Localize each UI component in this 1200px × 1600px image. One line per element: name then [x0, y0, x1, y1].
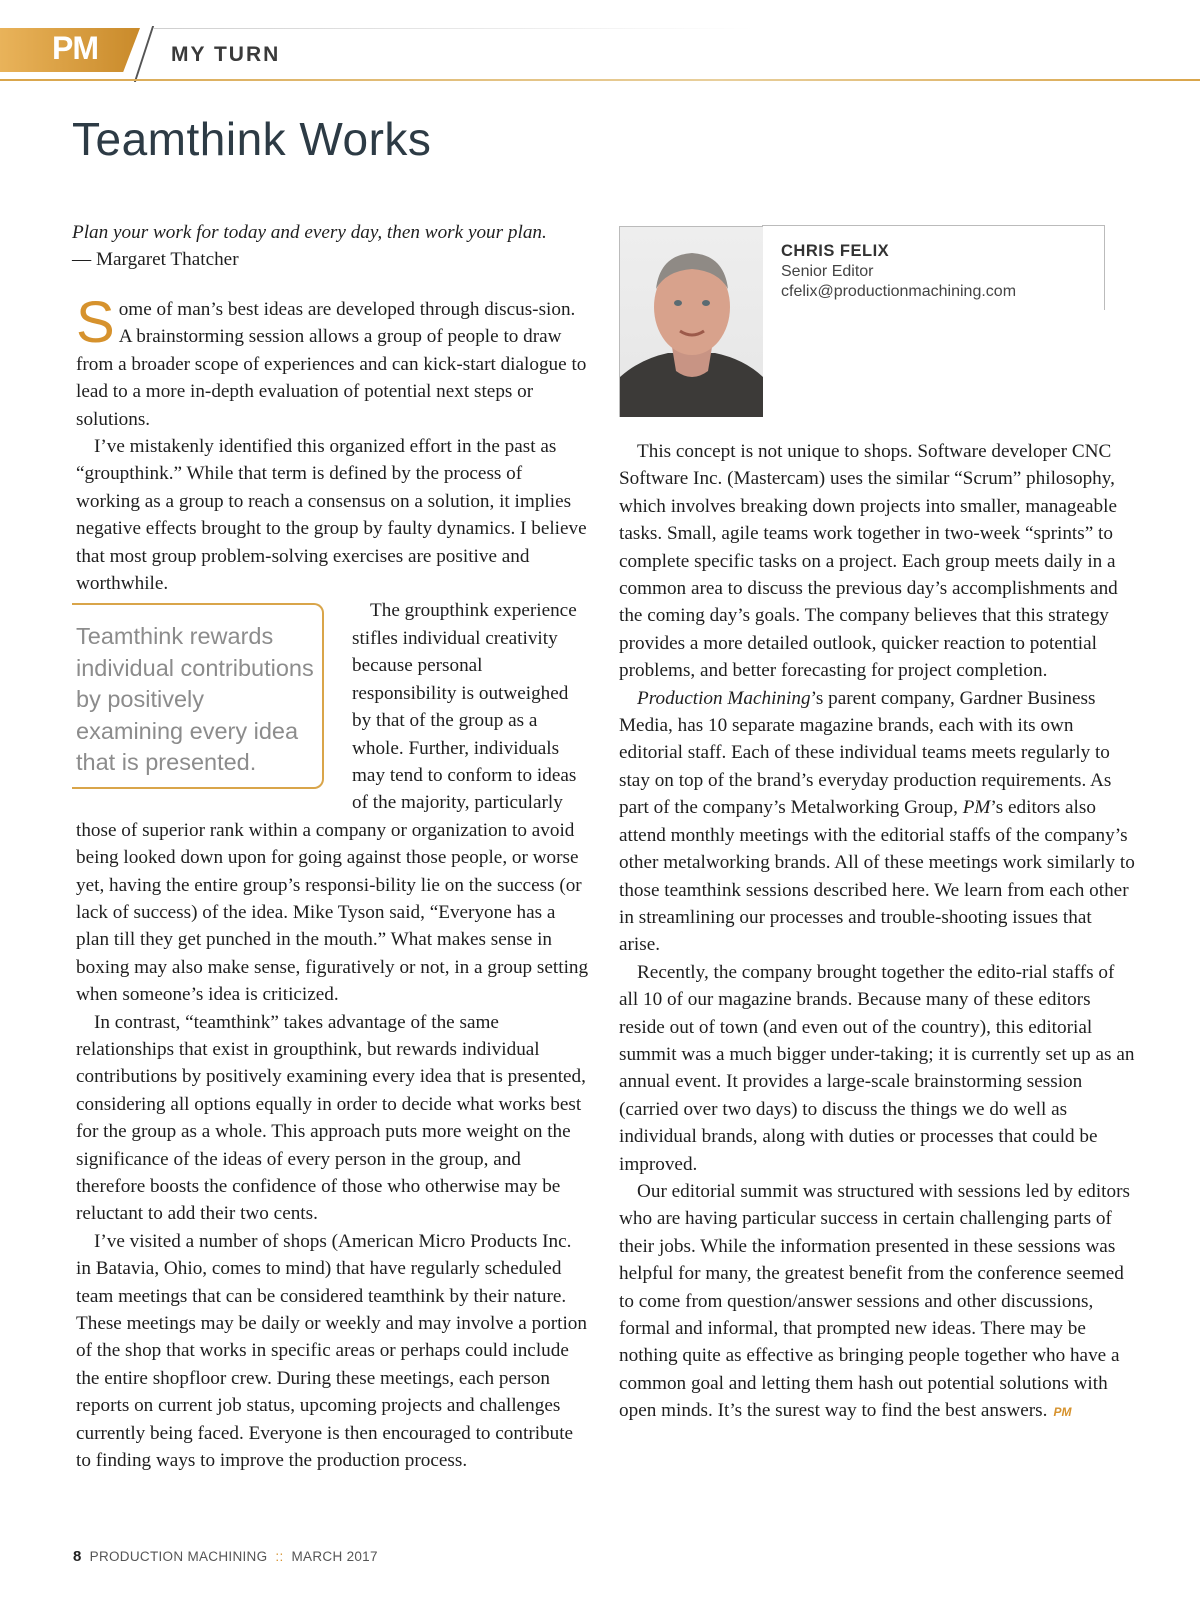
header-top-line: [154, 28, 754, 29]
pm-logo: PM: [52, 30, 98, 66]
issue-date: MARCH 2017: [291, 1549, 378, 1564]
section-label: MY TURN: [171, 43, 281, 66]
epigraph-attribution: — Margaret Thatcher: [72, 249, 239, 270]
author-photo: [619, 226, 763, 417]
paragraph: I’ve mistakenly identified this organized effort in the past as “groupthink.” While that term is defined by the process of working as a group to reach a consensus on a solution, it implies negative effects brought to the group by faulty dynamics. I believe that most group problem-solving exercises are positive and worthwhile.: [76, 436, 587, 595]
paragraph: Our editorial summit was structured with sessions led by editors who are having particular success in certain challenging parts of their jobs. While the information presented in these sessions was helpful for many, the greatest benefit from the conference seemed to come from question/answer sessions and other discussions, formal and informal, that prompted new ideas. There may be nothing quite as effective as bringing people together who have a common goal and letting them hash out potential solutions with open minds. It’s the surest way to find the best answers. PM: [619, 1180, 1130, 1422]
author-card-border: [1104, 225, 1105, 310]
left-column: [76, 290, 590, 1474]
page-footer: [73, 1548, 378, 1565]
pull-quote: Teamthink rewards individual contributions by positively examining every idea that is presented.: [72, 603, 324, 789]
publication-name: PRODUCTION MACHINING: [89, 1549, 268, 1564]
footer-separator: ::: [275, 1549, 284, 1564]
right-column: [619, 438, 1137, 1427]
paragraph: Production Machining’s parent company, Gardner Business Media, has 10 separate magazine brands, each with its own editorial staff. Each of these individual teams meets regularly to stay on top of the brand’s everyday production requirements. As part of the company’s Metalworking Group, PM’s editors also attend monthly meetings with the editorial staffs of the company’s other metalworking brands. All of these meetings work similarly to those teamthink sessions described here. We learn from each other in streamlining our processes and trouble-shooting issues that arise.: [619, 687, 1135, 956]
paragraph: This concept is not unique to shops. Software developer CNC Software Inc. (Mastercam) uses the similar “Scrum” philosophy, which involves breaking down projects into smaller, manageable tasks. Small, agile teams work together in two-week “sprints” to complete specific tasks on a project. Each group meets daily in a common area to discuss the previous day’s accomplishments and the coming day’s goals. The company believes that this strategy provides a more detailed outlook, quicker reaction to potential problems, and better forecasting for project completion.: [619, 441, 1118, 682]
epigraph: [72, 219, 547, 273]
author-name: CHRIS FELIX: [781, 242, 890, 260]
header-rule: [0, 79, 1200, 81]
author-role: Senior Editor: [781, 263, 874, 280]
paragraph: I’ve visited a number of shops (American Micro Products Inc. in Batavia, Ohio, comes to mind) that have regularly scheduled team meetings that can be considered teamthink by their nature. These meetings may be daily or weekly and may involve a portion of the shop that works in specific areas or perhaps could include the entire shopfloor crew. During these meetings, each person reports on current job status, upcoming projects and challenges currently being faced. Everyone is then encouraged to contribute to finding ways to improve the production process.: [76, 1230, 587, 1472]
page-number: 8: [73, 1548, 82, 1565]
author-email[interactable]: cfelix@productionmachining.com: [781, 283, 1017, 300]
author-card-border: [762, 225, 1105, 226]
drop-cap: S: [76, 290, 115, 355]
article-title: Teamthink Works: [72, 113, 432, 165]
author-portrait: [620, 227, 763, 417]
page-header: [0, 0, 1200, 82]
epigraph-text: Plan your work for today and every day, then work your plan.: [72, 222, 547, 243]
paragraph: Recently, the company brought together the edito-rial staffs of all 10 of our magazine brands. Because many of these editors reside out of town (and even out of the country), this editorial summit was a much bigger under-taking; it is currently set up as an annual event. It provides a large-scale brainstorming session (carried over two days) to discuss the things we do well as individual brands, along with duties or processes that could be improved.: [619, 961, 1135, 1175]
paragraph: Teamthink rewards individual contributions by positively examining every idea that is presented. The groupthink experience stifles individual creativity because personal responsibility is outweighed by that of the group as a whole. Further, individuals may tend to conform to ideas of the majority, particularly those of superior rank within a company or organization to avoid being looked down upon for going against those people, or worse yet, having the entire group’s responsi-bility lie on the success (or lack of success) of the idea. Mike Tyson said, “Everyone has a plan till they get punched in the mouth.” What makes sense in boxing may also make sense, figuratively or not, in a group setting when someone’s idea is criticized.: [76, 597, 590, 1008]
paragraph: In contrast, “teamthink” takes advantage of the same relationships that exist in groupthink, but rewards individual contributions by positively examining every idea that is presented, considering all options equally in order to decide what works best for the group as a whole. This approach puts more weight on the significance of the ideas of every person in the group, and therefore boosts the confidence of those who otherwise may be reluctant to add their two cents.: [76, 1011, 586, 1225]
paragraph: Some of man’s best ideas are developed through discus-sion. A brainstorming session allows a group of people to draw from a broader scope of experiences and can kick-start dialogue to lead to a more in-depth evaluation of potential next steps or solutions.: [76, 290, 587, 430]
end-mark-logo: PM: [1053, 1405, 1072, 1420]
